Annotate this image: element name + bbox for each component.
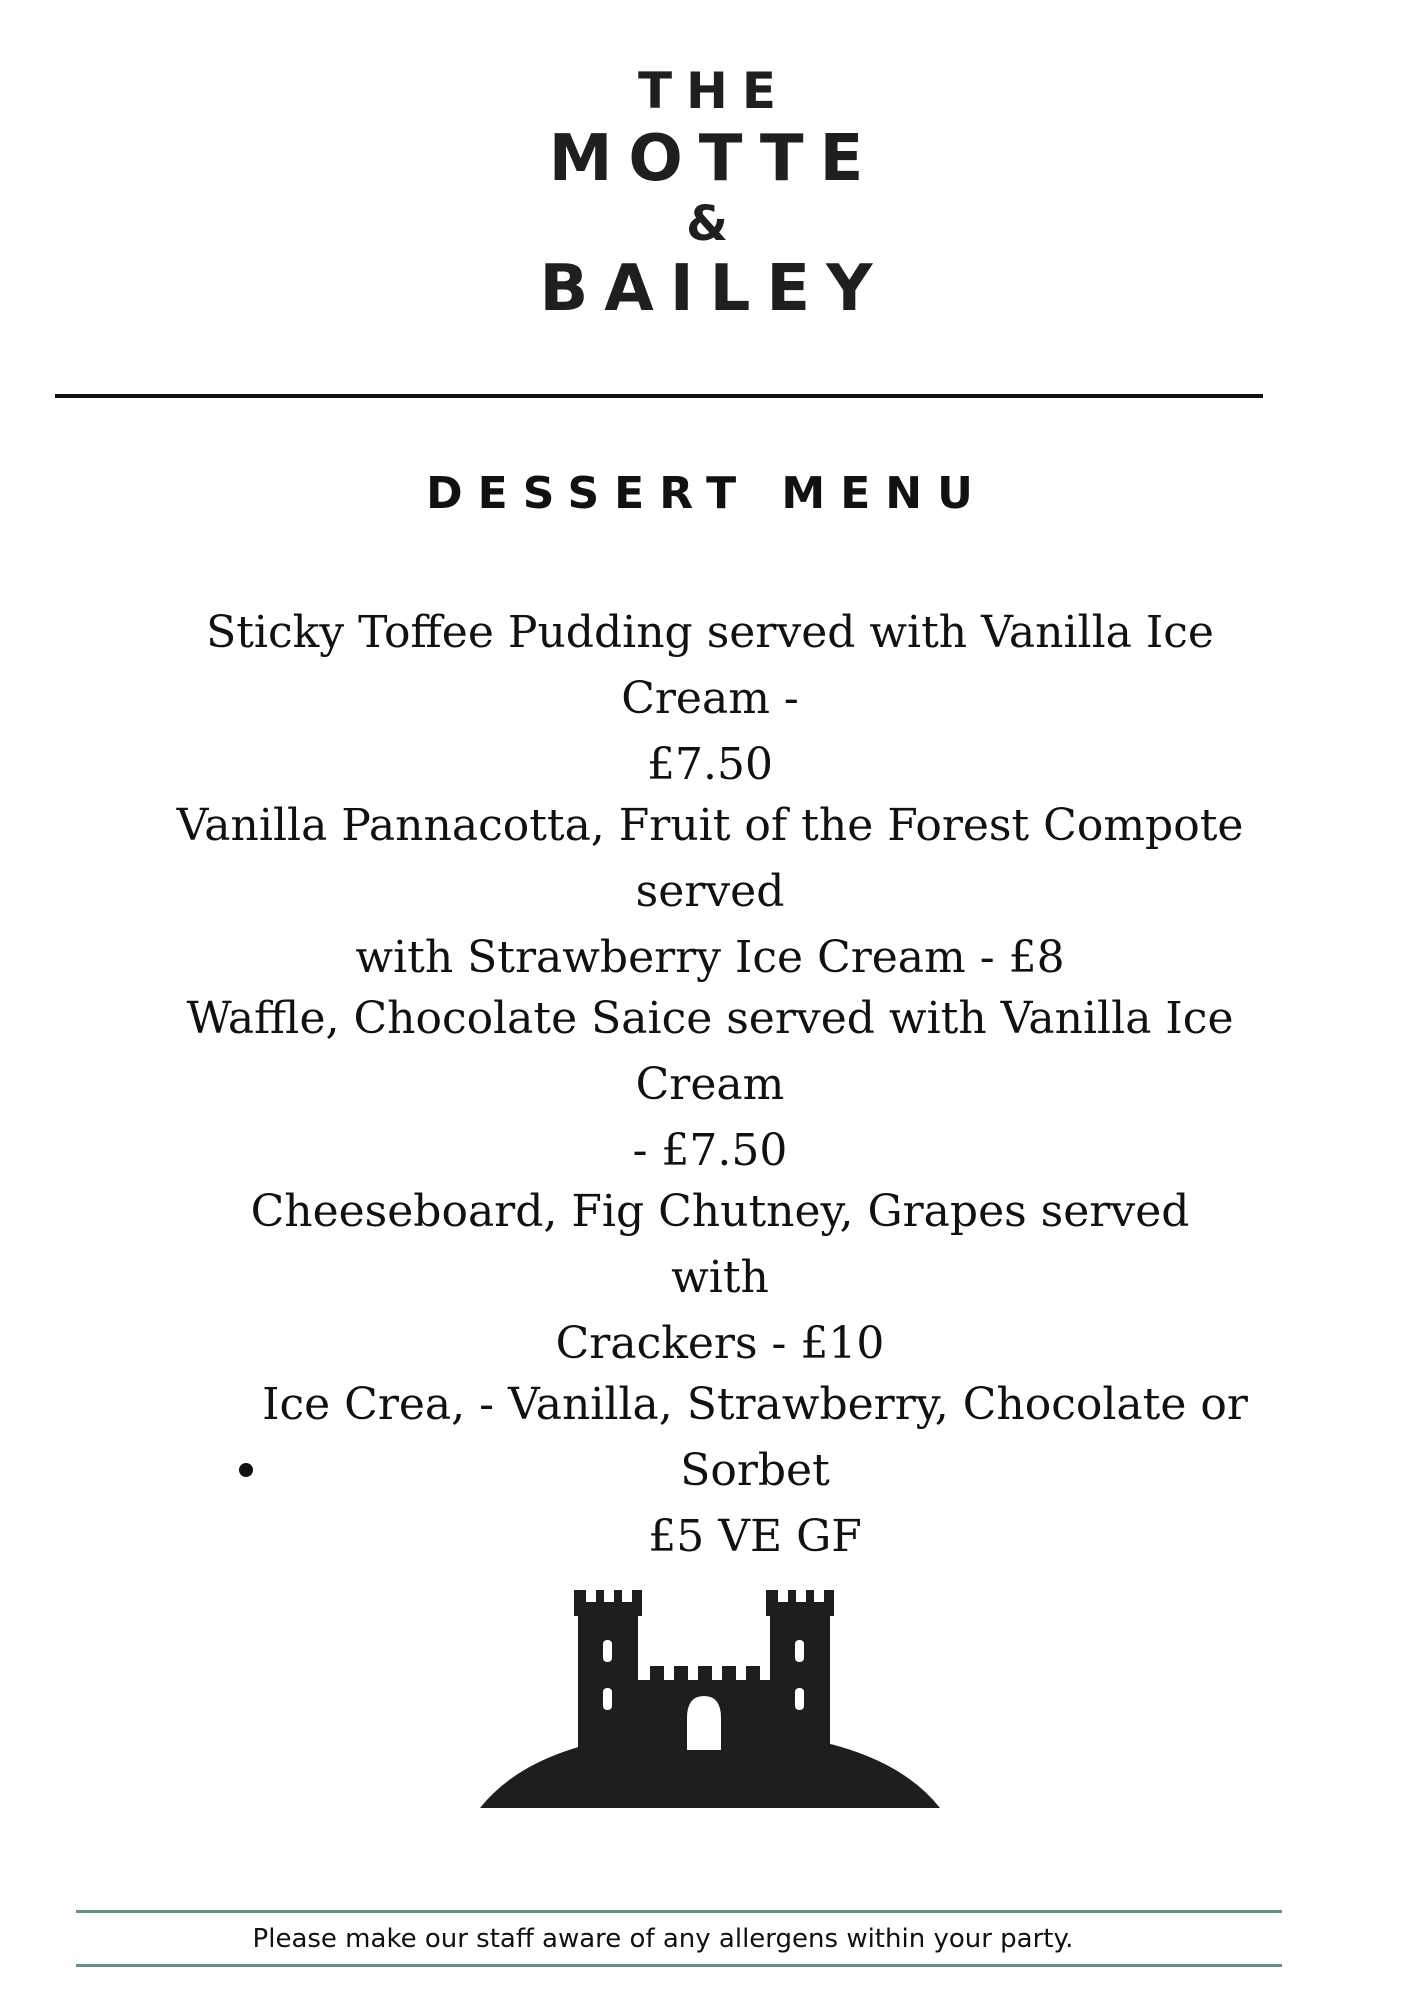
menu-item <box>230 1372 1280 1570</box>
menu-item-line: Crackers - £10 <box>555 1318 885 1369</box>
menu-item-line: with Strawberry Ice Cream - £8 <box>355 932 1065 983</box>
menu-item-line: Sticky Toffee Pudding served with Vanilla Ice Cream - <box>206 607 1214 724</box>
menu-item <box>150 600 1270 798</box>
castle-icon <box>480 1580 940 1810</box>
logo-motte: MOTTE <box>548 122 880 196</box>
menu-item-price: - £7.50 <box>632 1125 788 1176</box>
menu-item-line: Ice Crea, - Vanilla, Strawberry, Chocolate or Sorbet <box>262 1379 1248 1496</box>
allergen-notice: Please make our staff aware of any allergens within your party. <box>252 1924 1074 1954</box>
menu-item-line: Vanilla Pannacotta, Fruit of the Forest Compote served <box>176 800 1244 917</box>
menu-title: DESSERT MENU <box>426 468 988 519</box>
logo-bailey: BAILEY <box>539 252 889 326</box>
menu-item-price: £5 VE GF <box>648 1511 862 1562</box>
footer-divider-top <box>76 1910 1282 1913</box>
menu-item <box>140 986 1280 1184</box>
menu-item <box>140 793 1280 991</box>
menu-item-price: £7.50 <box>647 739 773 790</box>
logo-ampersand: & <box>686 196 728 252</box>
footer-divider-bottom <box>76 1964 1282 1967</box>
header-divider <box>55 394 1263 398</box>
logo-the: THE <box>637 62 791 120</box>
menu-item <box>200 1179 1240 1377</box>
menu-item-line: Cheeseboard, Fig Chutney, Grapes served with <box>250 1186 1190 1303</box>
menu-item-line: Waffle, Chocolate Saice served with Vanilla Ice Cream <box>186 993 1234 1110</box>
